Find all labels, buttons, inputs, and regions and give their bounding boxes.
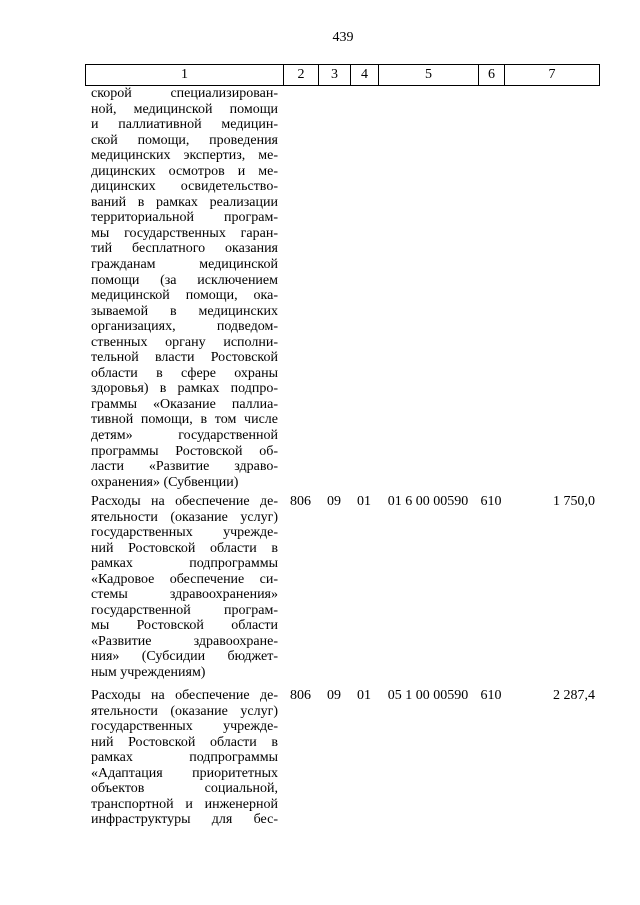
description-line: ной, медицинской помощи	[91, 101, 278, 117]
description-line: тивной помощи, в том числе	[91, 412, 278, 428]
description-line: мы Ростовской области	[91, 618, 278, 634]
description-line: детям» государственной	[91, 428, 278, 444]
cell-column-2: 806	[290, 494, 311, 509]
description-line: ваний в рамках реализации	[91, 194, 278, 210]
description-line: ятельности (оказание услуг)	[91, 509, 278, 525]
cell-column-6: 610	[480, 688, 502, 703]
column-header-4: 4	[350, 65, 378, 85]
description-line: государственной програм-	[91, 602, 278, 618]
description-line: медицинской помощи, ока-	[91, 288, 278, 304]
cell-column-5: 05 1 00 00590	[387, 688, 469, 703]
cell-column-4: 01	[357, 494, 371, 509]
description-line: граммы «Оказание паллиа-	[91, 396, 278, 412]
page-number: 439	[332, 30, 354, 45]
description-line: и паллиативной медицин-	[91, 117, 278, 133]
cell-column-6: 610	[480, 494, 502, 509]
cell-column-5: 01 6 00 00590	[387, 494, 469, 509]
description-line: дицинских осмотров и ме-	[91, 163, 278, 179]
description-line: рамках подпрограммы	[91, 556, 278, 572]
cell-column-7: 2 287,4	[553, 688, 595, 703]
column-header-5: 5	[378, 65, 478, 85]
description-line: транспортной и инженерной	[91, 796, 278, 812]
description-line: рамках подпрограммы	[91, 750, 278, 766]
description-line: ской помощи, проведения	[91, 132, 278, 148]
column-header-3: 3	[318, 65, 350, 85]
description-line: дицинских освидетельство-	[91, 179, 278, 195]
description-line: организациях, подведом-	[91, 319, 278, 335]
row-description	[91, 494, 278, 681]
cell-column-2: 806	[290, 688, 311, 703]
description-line: «Адаптация приоритетных	[91, 765, 278, 781]
description-line: объектов социальной,	[91, 781, 278, 797]
cell-column-4: 01	[357, 688, 371, 703]
description-line: ственных органу исполни-	[91, 334, 278, 350]
description-line: здоровья) в рамках подпро-	[91, 381, 278, 397]
description-line: «Развитие здравоохране-	[91, 633, 278, 649]
column-header-1: 1	[181, 67, 188, 82]
column-header-6: 6	[478, 65, 504, 85]
cell-column-3: 09	[327, 494, 341, 509]
description-line: Расходы на обеспечение де-	[91, 494, 278, 509]
description-line: ласти «Развитие здраво-	[91, 459, 278, 475]
description-line: Расходы на обеспечение де-	[91, 688, 278, 703]
description-line: гражданам медицинской	[91, 257, 278, 273]
column-header-2: 2	[283, 65, 318, 85]
description-line: программы Ростовской об-	[91, 443, 278, 459]
description-line: инфраструктуры для бес-	[91, 812, 278, 828]
description-line: ния» (Субсидии бюджет-	[91, 649, 278, 665]
description-line: области в сфере охраны	[91, 365, 278, 381]
description-line: территориальной програм-	[91, 210, 278, 226]
description-line: мы государственных гаран-	[91, 225, 278, 241]
table-header-row	[85, 64, 600, 86]
description-line: государственных учрежде-	[91, 525, 278, 541]
description-line: государственных учрежде-	[91, 719, 278, 735]
description-line: зываемой в медицинских	[91, 303, 278, 319]
description-line: «Кадровое обеспечение си-	[91, 571, 278, 587]
row-description	[91, 86, 278, 490]
description-line: ным учреждениям)	[91, 665, 206, 681]
row-description	[91, 688, 278, 828]
description-line: медицинских экспертиз, ме-	[91, 148, 278, 164]
cell-column-7: 1 750,0	[553, 494, 595, 509]
description-line: ний Ростовской области в	[91, 540, 278, 556]
column-header-7: 7	[504, 65, 599, 85]
description-line: ний Ростовской области в	[91, 734, 278, 750]
cell-column-3: 09	[327, 688, 341, 703]
description-line: охранения» (Субвенции)	[91, 474, 239, 490]
description-line: скорой специализирован-	[91, 86, 278, 101]
description-line: ятельности (оказание услуг)	[91, 703, 278, 719]
description-line: тельной власти Ростовской	[91, 350, 278, 366]
description-line: помощи (за исключением	[91, 272, 278, 288]
description-line: тий бесплатного оказания	[91, 241, 278, 257]
description-line: стемы здравоохранения»	[91, 587, 278, 603]
